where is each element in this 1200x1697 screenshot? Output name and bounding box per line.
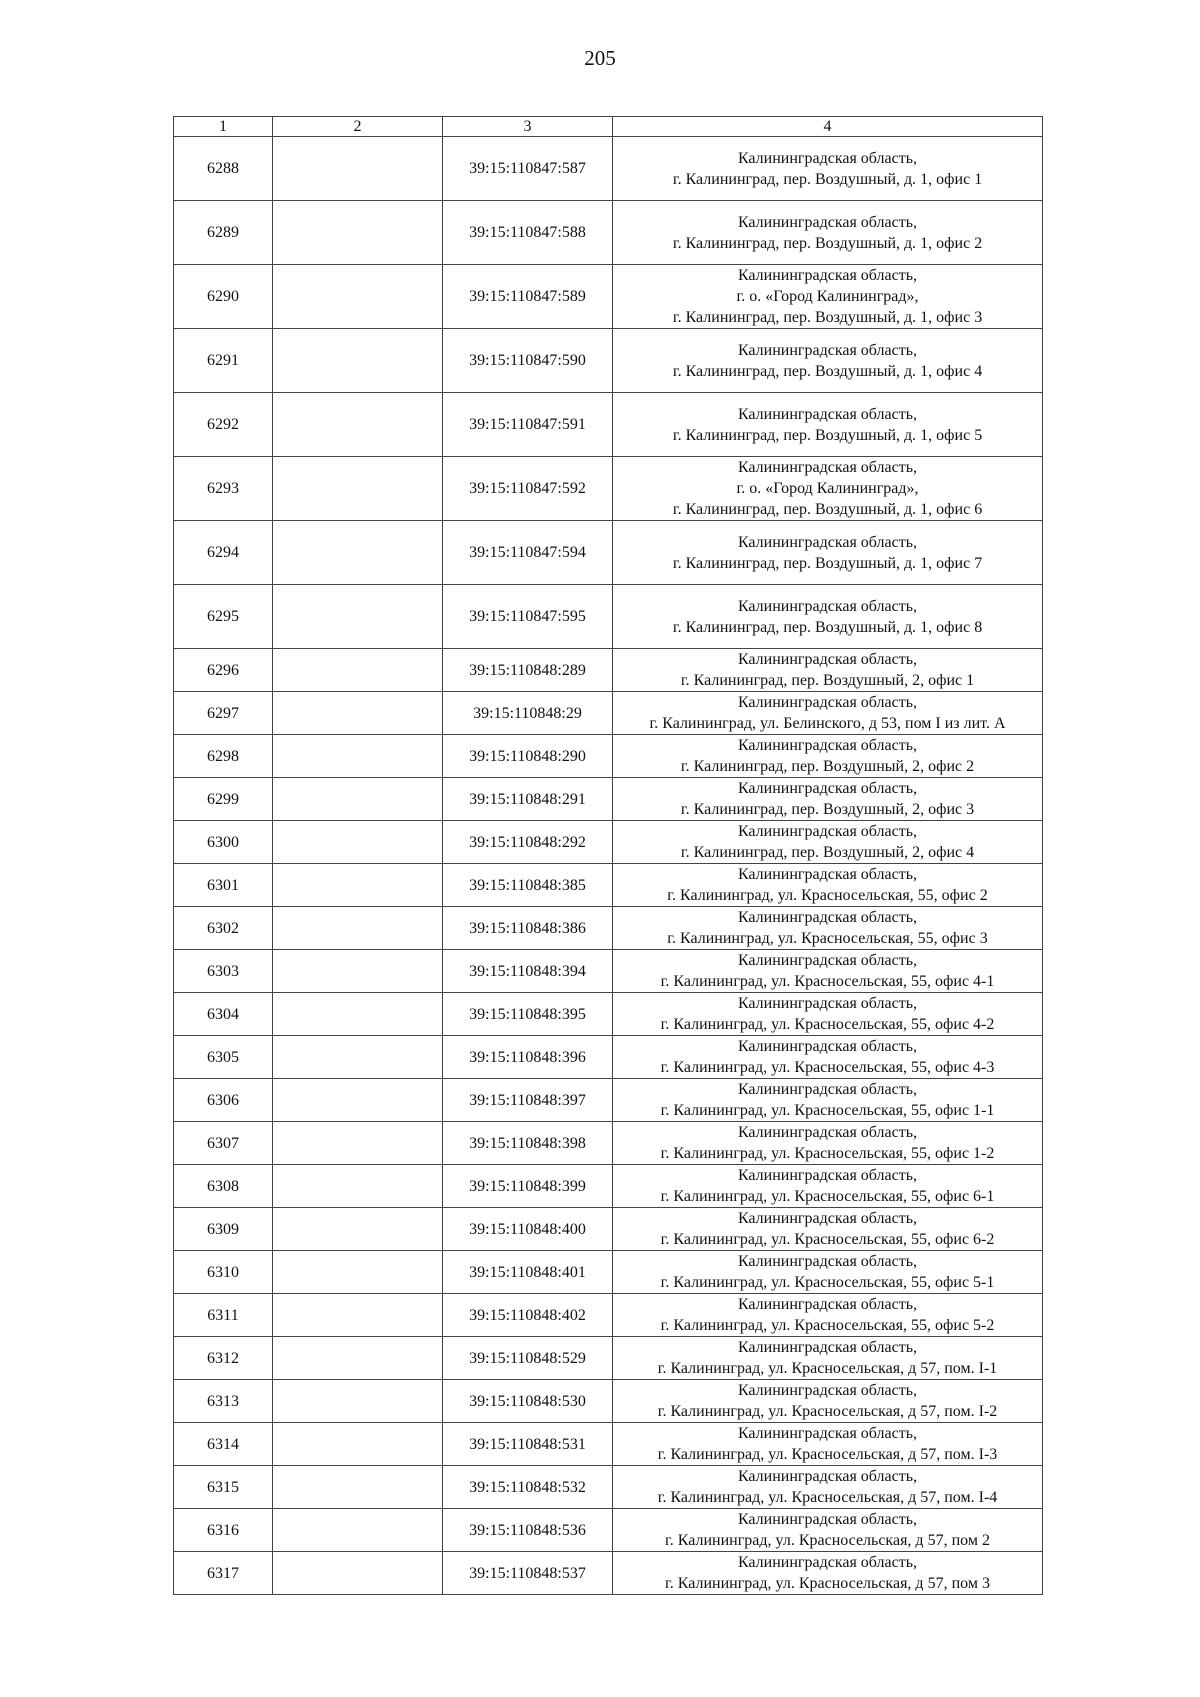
table-row [174,457,1043,521]
address-line: Калининградская область, [737,1468,918,1485]
column-2-cell [273,1079,443,1122]
table-row [174,1380,1043,1423]
address-line: Калининградская область, [737,694,918,711]
address-line: г. Калининград, ул. Красносельская, 55, офис 1-1 [660,1102,995,1119]
column-header-3: 3 [443,117,613,137]
row-number-cell: 6294 [174,521,273,585]
cadastral-number-cell: 39:15:110848:289 [443,649,613,692]
address-line: Калининградская область, [737,866,918,883]
cadastral-number-cell: 39:15:110847:594 [443,521,613,585]
column-2-cell [273,735,443,778]
column-2-cell [273,1122,443,1165]
address-cell [613,1337,1043,1380]
address-line: Калининградская область, [737,1382,918,1399]
table-row [174,1509,1043,1552]
row-number-cell: 6291 [174,329,273,393]
row-number-cell: 6312 [174,1337,273,1380]
cadastral-number-cell: 39:15:110848:291 [443,778,613,821]
table-row [174,778,1043,821]
table-row [174,265,1043,329]
cadastral-number-cell: 39:15:110848:530 [443,1380,613,1423]
address-cell [613,1079,1043,1122]
cadastral-number-cell: 39:15:110847:588 [443,201,613,265]
address-line: Калининградская область, [737,149,918,167]
address-cell [613,649,1043,692]
address-line: г. Калининград, ул. Красносельская, д 57, пом 2 [665,1532,990,1549]
address-cell [613,393,1043,457]
table-row [174,1208,1043,1251]
address-cell [613,1208,1043,1251]
address-line: Калининградская область, [737,952,918,969]
address-cell [613,778,1043,821]
address-line: г. Калининград, ул. Красносельская, д 57, пом. I-2 [657,1403,998,1420]
address-line: г. Калининград, пер. Воздушный, 2, офис 2 [680,758,975,775]
table-row [174,521,1043,585]
address-line: г. Калининград, пер. Воздушный, д. 1, офис 2 [672,234,983,252]
address-cell [613,1552,1043,1595]
table-row [174,1552,1043,1595]
row-number-cell: 6304 [174,993,273,1036]
address-line: Калининградская область, [737,995,918,1012]
column-2-cell [273,950,443,993]
address-cell [613,821,1043,864]
cadastral-number-cell: 39:15:110847:587 [443,137,613,201]
address-line: г. Калининград, пер. Воздушный, д. 1, офис 8 [672,618,983,636]
cadastral-number-cell: 39:15:110848:531 [443,1423,613,1466]
row-number-cell: 6289 [174,201,273,265]
table-header-row [174,117,1043,137]
address-cell [613,1165,1043,1208]
cadastral-number-cell: 39:15:110848:397 [443,1079,613,1122]
address-cell [613,265,1043,329]
column-2-cell [273,1251,443,1294]
column-2-cell [273,1509,443,1552]
column-2-cell [273,821,443,864]
table-row [174,201,1043,265]
column-2-cell [273,1165,443,1208]
cadastral-number-cell: 39:15:110848:536 [443,1509,613,1552]
row-number-cell: 6310 [174,1251,273,1294]
row-number-cell: 6298 [174,735,273,778]
row-number-cell: 6314 [174,1423,273,1466]
address-line: г. Калининград, ул. Красносельская, 55, офис 1-2 [660,1145,995,1162]
row-number-cell: 6317 [174,1552,273,1595]
address-cell [613,137,1043,201]
cadastral-number-cell: 39:15:110848:395 [443,993,613,1036]
address-line: г. Калининград, ул. Красносельская, д 57, пом. I-1 [657,1360,998,1377]
cadastral-number-cell: 39:15:110848:529 [443,1337,613,1380]
address-line: г. Калининград, ул. Красносельская, д 57, пом. I-3 [657,1446,998,1463]
cadastral-number-cell: 39:15:110848:386 [443,907,613,950]
cadastral-number-cell: 39:15:110847:592 [443,457,613,521]
column-2-cell [273,201,443,265]
address-cell [613,1423,1043,1466]
address-line: Калининградская область, [737,1339,918,1356]
cadastral-number-cell: 39:15:110848:292 [443,821,613,864]
address-line: Калининградская область, [737,1554,918,1571]
cadastral-number-cell: 39:15:110848:401 [443,1251,613,1294]
address-line: г. Калининград, пер. Воздушный, д. 1, офис 5 [672,426,983,444]
cadastral-number-cell: 39:15:110847:595 [443,585,613,649]
cadastral-number-cell: 39:15:110848:396 [443,1036,613,1079]
column-2-cell [273,1552,443,1595]
address-line: г. Калининград, ул. Красносельская, 55, офис 6-2 [660,1231,995,1248]
row-number-cell: 6308 [174,1165,273,1208]
address-line: Калининградская область, [737,1081,918,1098]
table-row [174,329,1043,393]
table-row [174,950,1043,993]
address-line: г. Калининград, ул. Красносельская, 55, офис 2 [667,887,988,904]
address-cell [613,1251,1043,1294]
address-line: Калининградская область, [737,341,918,359]
column-2-cell [273,993,443,1036]
address-cell [613,329,1043,393]
row-number-cell: 6313 [174,1380,273,1423]
address-line: г. Калининград, ул. Красносельская, 55, офис 4-1 [660,973,995,990]
column-header-2: 2 [273,117,443,137]
table-row [174,1036,1043,1079]
address-line: г. Калининград, пер. Воздушный, 2, офис 3 [680,801,975,818]
row-number-cell: 6309 [174,1208,273,1251]
address-cell [613,950,1043,993]
address-line: Калининградская область, [737,780,918,797]
address-line: г. Калининград, ул. Белинского, д 53, пом I из лит. А [649,715,1006,732]
table-row [174,692,1043,735]
table-row [174,1423,1043,1466]
address-line: Калининградская область, [737,737,918,754]
address-cell [613,521,1043,585]
row-number-cell: 6290 [174,265,273,329]
table-row [174,649,1043,692]
address-cell [613,201,1043,265]
column-2-cell [273,521,443,585]
address-line: Калининградская область, [737,1425,918,1442]
cadastral-number-cell: 39:15:110848:394 [443,950,613,993]
address-line: Калининградская область, [737,909,918,926]
address-cell [613,735,1043,778]
row-number-cell: 6303 [174,950,273,993]
cadastral-number-cell: 39:15:110847:590 [443,329,613,393]
cadastral-number-cell: 39:15:110848:385 [443,864,613,907]
table-row [174,735,1043,778]
table-row [174,1251,1043,1294]
address-line: г. Калининград, ул. Красносельская, д 57, пом. I-4 [657,1489,998,1506]
column-2-cell [273,585,443,649]
address-line: г. Калининград, ул. Красносельская, 55, офис 5-1 [660,1274,995,1291]
column-2-cell [273,457,443,521]
table-row [174,907,1043,950]
column-2-cell [273,864,443,907]
cadastral-number-cell: 39:15:110848:532 [443,1466,613,1509]
address-cell [613,1380,1043,1423]
column-header-1: 1 [174,117,273,137]
address-line: Калининградская область, [737,1167,918,1184]
column-2-cell [273,137,443,201]
column-header-4: 4 [613,117,1043,137]
address-line: г. Калининград, пер. Воздушный, д. 1, офис 1 [672,170,983,188]
table-body [174,137,1043,1595]
table-row [174,585,1043,649]
row-number-cell: 6288 [174,137,273,201]
address-line: г. Калининград, пер. Воздушный, д. 1, офис 6 [672,501,983,518]
address-line: Калининградская область, [737,459,918,476]
cadastral-number-cell: 39:15:110848:400 [443,1208,613,1251]
row-number-cell: 6311 [174,1294,273,1337]
cadastral-number-cell: 39:15:110847:591 [443,393,613,457]
column-2-cell [273,329,443,393]
column-2-cell [273,1036,443,1079]
table-row [174,864,1043,907]
address-cell [613,907,1043,950]
address-line: Калининградская область, [737,267,918,284]
address-line: г. Калининград, пер. Воздушный, д. 1, офис 4 [672,362,983,380]
address-line: г. о. «Город Калининград», [736,480,919,497]
column-2-cell [273,907,443,950]
row-number-cell: 6295 [174,585,273,649]
address-line: г. Калининград, пер. Воздушный, 2, офис 1 [680,672,975,689]
table-row [174,393,1043,457]
row-number-cell: 6316 [174,1509,273,1552]
column-2-cell [273,1294,443,1337]
row-number-cell: 6297 [174,692,273,735]
table-row [174,1165,1043,1208]
cadastral-number-cell: 39:15:110847:589 [443,265,613,329]
address-line: г. Калининград, ул. Красносельская, 55, офис 6-1 [660,1188,995,1205]
table-row [174,821,1043,864]
cadastral-number-cell: 39:15:110848:29 [443,692,613,735]
address-cell [613,692,1043,735]
column-2-cell [273,265,443,329]
address-line: г. о. «Город Калининград», [736,288,919,305]
cadastral-number-cell: 39:15:110848:402 [443,1294,613,1337]
address-line: Калининградская область, [737,597,918,615]
address-cell [613,1509,1043,1552]
row-number-cell: 6293 [174,457,273,521]
property-registry-table [173,116,1043,1595]
address-line: Калининградская область, [737,1253,918,1270]
table-row [174,1294,1043,1337]
address-line: г. Калининград, пер. Воздушный, д. 1, офис 3 [672,309,983,326]
cadastral-number-cell: 39:15:110848:398 [443,1122,613,1165]
address-line: г. Калининград, ул. Красносельская, 55, офис 4-3 [660,1059,995,1076]
table-row [174,137,1043,201]
table-row [174,1337,1043,1380]
address-line: г. Калининград, ул. Красносельская, д 57, пом 3 [665,1575,990,1592]
cadastral-number-cell: 39:15:110848:290 [443,735,613,778]
address-line: Калининградская область, [737,405,918,423]
table-row [174,1122,1043,1165]
address-line: Калининградская область, [737,1296,918,1313]
table-row [174,1466,1043,1509]
address-line: г. Калининград, пер. Воздушный, д. 1, офис 7 [672,554,983,572]
page-number: 205 [584,46,616,70]
row-number-cell: 6302 [174,907,273,950]
row-number-cell: 6299 [174,778,273,821]
address-line: Калининградская область, [737,823,918,840]
address-line: г. Калининград, пер. Воздушный, 2, офис 4 [680,844,975,861]
address-line: Калининградская область, [737,1124,918,1141]
address-line: г. Калининград, ул. Красносельская, 55, офис 3 [667,930,988,947]
table-row [174,993,1043,1036]
address-line: г. Калининград, ул. Красносельская, 55, офис 5-2 [660,1317,995,1334]
row-number-cell: 6301 [174,864,273,907]
address-cell [613,864,1043,907]
cadastral-number-cell: 39:15:110848:537 [443,1552,613,1595]
row-number-cell: 6307 [174,1122,273,1165]
address-line: Калининградская область, [737,1511,918,1528]
address-line: Калининградская область, [737,213,918,231]
row-number-cell: 6306 [174,1079,273,1122]
row-number-cell: 6305 [174,1036,273,1079]
column-2-cell [273,1337,443,1380]
row-number-cell: 6296 [174,649,273,692]
column-2-cell [273,1423,443,1466]
address-cell [613,993,1043,1036]
column-2-cell [273,692,443,735]
address-cell [613,1466,1043,1509]
row-number-cell: 6315 [174,1466,273,1509]
column-2-cell [273,393,443,457]
column-2-cell [273,778,443,821]
address-cell [613,457,1043,521]
table-row [174,1079,1043,1122]
column-2-cell [273,1466,443,1509]
address-line: Калининградская область, [737,651,918,668]
address-cell [613,1122,1043,1165]
cadastral-number-cell: 39:15:110848:399 [443,1165,613,1208]
address-cell [613,585,1043,649]
row-number-cell: 6300 [174,821,273,864]
address-cell [613,1036,1043,1079]
column-2-cell [273,1208,443,1251]
address-cell [613,1294,1043,1337]
address-line: Калининградская область, [737,533,918,551]
address-line: Калининградская область, [737,1038,918,1055]
row-number-cell: 6292 [174,393,273,457]
column-2-cell [273,649,443,692]
address-line: Калининградская область, [737,1210,918,1227]
address-line: г. Калининград, ул. Красносельская, 55, офис 4-2 [660,1016,995,1033]
column-2-cell [273,1380,443,1423]
